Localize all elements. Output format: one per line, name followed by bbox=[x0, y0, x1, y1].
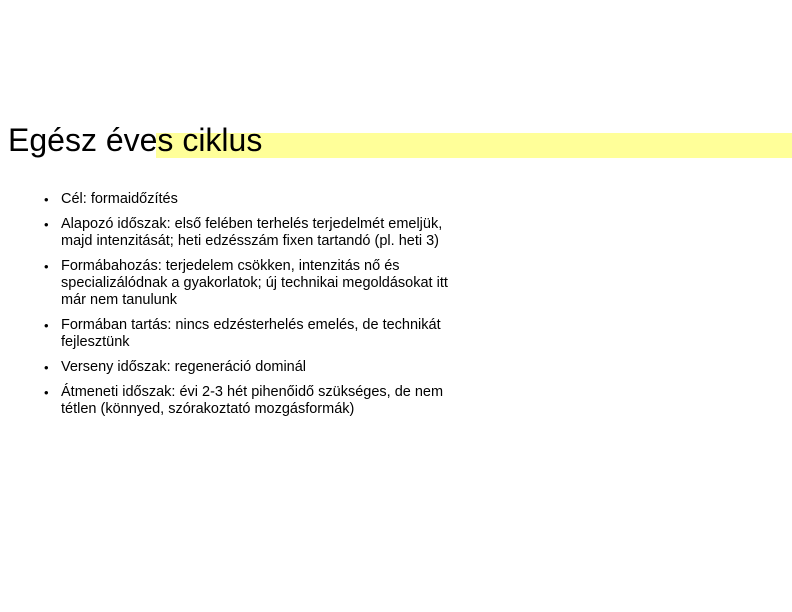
bullet-item bbox=[44, 191, 474, 208]
bullet-text: Átmeneti időszak: évi 2-3 hét pihenőidő szükséges, de nem tétlen (könnyed, szórakoztató mozgásformák) bbox=[61, 384, 444, 417]
bullet-symbol: • bbox=[44, 318, 49, 333]
bullet-item bbox=[44, 384, 474, 418]
bullet-text: Cél: formaidőzítés bbox=[61, 191, 178, 207]
bullet-text: Alapozó időszak: első felében terhelés terjedelmét emeljük, majd intenzitását; heti edzésszám fixen tartandó (pl. heti 3) bbox=[61, 216, 443, 249]
slide-title: Egész éves ciklus bbox=[8, 122, 263, 158]
bullet-symbol: • bbox=[44, 385, 49, 400]
bullet-item bbox=[44, 359, 474, 376]
bullet-symbol: • bbox=[44, 259, 49, 274]
bullet-item bbox=[44, 258, 474, 309]
bullet-text: Verseny időszak: regeneráció dominál bbox=[61, 359, 307, 375]
bullet-text: Formábahozás: terjedelem csökken, intenzitás nő és specializálódnak a gyakorlatok; új technikai megoldásokat itt már nem tanulunk bbox=[61, 258, 448, 308]
bullet-list bbox=[44, 191, 474, 426]
bullet-item bbox=[44, 317, 474, 351]
bullet-symbol: • bbox=[44, 192, 49, 207]
bullet-item bbox=[44, 216, 474, 250]
bullet-symbol: • bbox=[44, 360, 49, 375]
bullet-symbol: • bbox=[44, 217, 49, 232]
bullet-text: Formában tartás: nincs edzésterhelés emelés, de technikát fejlesztünk bbox=[61, 317, 441, 350]
